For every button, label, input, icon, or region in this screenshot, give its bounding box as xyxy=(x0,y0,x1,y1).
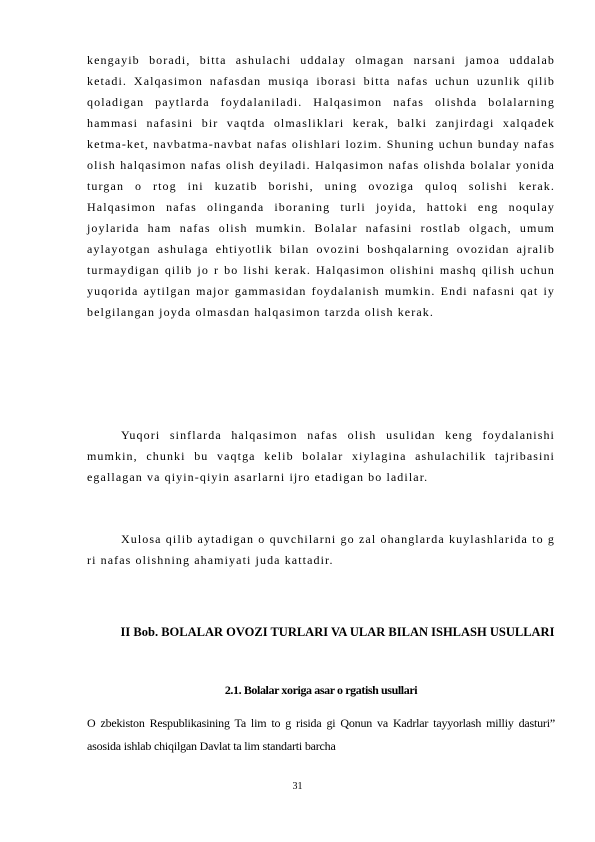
body-paragraph-2: Yuqori sinflarda halqasimon nafas olish usulidan keng foydalanishi mumkin, chunki bu vaqtga kelib bolalar xiylagina ashulachilik tajribasini egallagan va qiyin-qiyin asarlarni ijro etadigan bo ladilar. xyxy=(87,428,555,484)
body-paragraph-4: O zbekiston Respublikasining Ta lim to g risida gi Qonun va Kadrlar tayyorlash milliy dasturi” asosida ishlab chiqilgan Davlat ta lim standarti barcha xyxy=(87,716,555,753)
body-paragraph-1: kengayib boradi, bitta ashulachi uddalay olmagan narsani jamoa uddalab ketadi. Xalqasimon nafasdan musiqa iborasi bitta nafas uchun uzunlik qilib qoladigan paytlarda foydalaniladi. Halqasimon nafas olishda bolalarning hammasi nafasini bir vaqtda olmasliklari kerak, balki zanjirdagi xalqadek ketma-ket, navbatma-navbat nafas olishlari lozim. Shuning uchun bunday nafas olish halqasimon nafas olish deyiladi. Halqasimon nafas olishda bolalar yonida turgan o rtog ini kuzatib borishi, uning ovoziga quloq solishi kerak. Halqasimon nafas olinganda iboraning turli joyida, hattoki eng noqulay joylarida ham nafas olish mumkin. Bolalar nafasini rostlab olgach, umum aylayotgan ashulaga ehtiyotlik bilan ovozini boshqalarning ovozidan ajralib turmaydigan qilib jo r bo lishi kerak. Halqasimon olishini mashq qilish uchun yuqorida aytilgan major gammasidan foydalanish mumkin. Endi nafasni qat iy belgilangan joyda olmasdan halqasimon tarzda olish kerak. xyxy=(87,53,555,319)
chapter-title: II Bob. BOLALAR OVOZI TURLARI VA ULAR BILAN ISHLASH USULLARI xyxy=(120,625,555,639)
section-title: 2.1. Bolalar xoriga asar o rgatish usullari xyxy=(224,683,418,697)
page-number: 31 xyxy=(292,781,303,792)
body-paragraph-3: Xulosa qilib aytadigan o quvchilarni go zal ohanglarda kuylashlarida to g ri nafas olishning ahamiyati juda kattadir. xyxy=(87,532,555,567)
